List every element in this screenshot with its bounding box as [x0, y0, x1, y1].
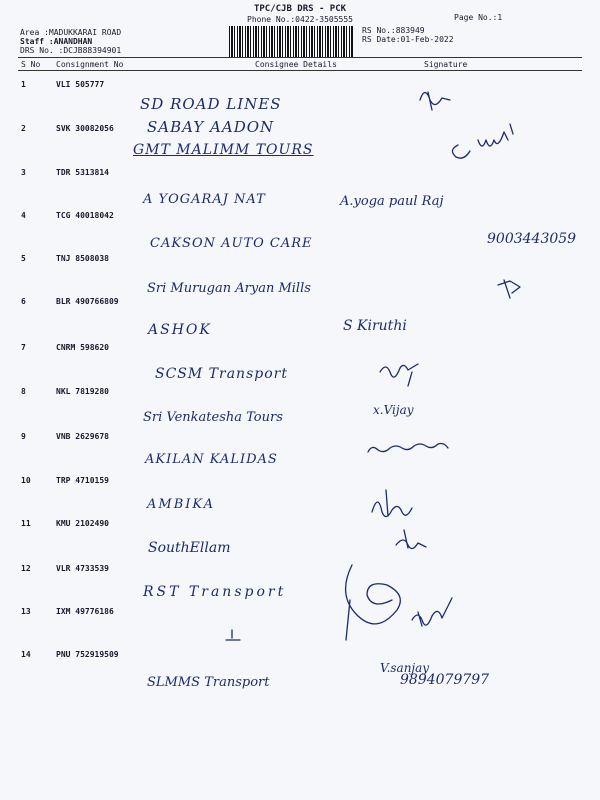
- col-sno: S No: [21, 60, 41, 69]
- handwriting-7: 9003443059: [487, 231, 577, 247]
- staff-label: Staff :ANANDHAN: [20, 37, 93, 46]
- row-sno: 8: [21, 387, 26, 396]
- row-consignment: NKL 7819280: [56, 387, 109, 396]
- row-sno: 5: [21, 254, 26, 263]
- row-consignment: VLR 4733539: [56, 564, 109, 573]
- col-consignment: Consignment No: [56, 60, 124, 69]
- row-sno: 12: [21, 564, 31, 573]
- row-consignment: TCG 40018042: [56, 211, 114, 220]
- area-label: Area :MADUKKARAI ROAD: [20, 28, 122, 37]
- handwriting-5: A.yoga paul Raj: [340, 194, 444, 209]
- row-consignment: VNB 2629678: [56, 432, 109, 441]
- row-consignment: BLR 490766809: [56, 297, 119, 306]
- row-consignment: IXM 49776186: [56, 607, 114, 616]
- row-consignment: SVK 30082056: [56, 124, 114, 133]
- rs-number: RS No.:883949: [362, 26, 425, 35]
- handwriting-15: AMBIKA: [147, 497, 215, 512]
- row-consignment: CNRM 598620: [56, 343, 109, 352]
- signature-10: [372, 490, 412, 517]
- signature-11: [396, 530, 426, 549]
- signature-12: [346, 565, 401, 640]
- row-consignment: TRP 4710159: [56, 476, 109, 485]
- signature-9: [368, 444, 448, 453]
- handwriting-11: SCSM Transport: [155, 366, 288, 382]
- handwriting-9: ASHOK: [148, 322, 212, 338]
- row-sno: 14: [21, 650, 31, 659]
- signature-2: [452, 124, 513, 158]
- signature-6: [498, 280, 520, 298]
- row-sno: 6: [21, 297, 26, 306]
- signature-14: [226, 630, 240, 640]
- drs-number: DRS No. :DCJB88394901: [20, 46, 122, 55]
- row-sno: 3: [21, 168, 26, 177]
- handwriting-13: x.Vijay: [373, 403, 414, 417]
- handwriting-8: Sri Murugan Aryan Mills: [147, 281, 311, 296]
- handwriting-12: Sri Venkatesha Tours: [143, 410, 283, 425]
- handwriting-14: AKILAN KALIDAS: [145, 452, 278, 467]
- row-sno: 11: [21, 519, 31, 528]
- row-sno: 2: [21, 124, 26, 133]
- handwriting-17: RST Transport: [143, 584, 287, 600]
- row-sno: 4: [21, 211, 26, 220]
- handwriting-16: SouthEllam: [148, 540, 231, 556]
- handwriting-10: S Kiruthi: [343, 318, 407, 334]
- row-sno: 1: [21, 80, 26, 89]
- signature-1: [420, 92, 450, 110]
- row-sno: 7: [21, 343, 26, 352]
- col-consignee: Consignee Details: [255, 60, 337, 69]
- handwriting-19: 9894079797: [400, 672, 490, 688]
- handwriting-4: A YOGARAJ NAT: [143, 192, 266, 207]
- row-sno: 9: [21, 432, 26, 441]
- handwriting-6: CAKSON AUTO CARE: [150, 236, 313, 251]
- handwriting-1: SD ROAD LINES: [140, 95, 282, 113]
- rs-date: RS Date:01-Feb-2022: [362, 35, 454, 44]
- handwriting-20: SLMMS Transport: [147, 675, 270, 690]
- row-sno: 13: [21, 607, 31, 616]
- handwriting-2: SABAY AADON: [147, 118, 275, 136]
- col-signature: Signature: [424, 60, 468, 69]
- phone-number: Phone No.:0422-3505555: [247, 15, 353, 24]
- row-consignment: TDR 5313814: [56, 168, 109, 177]
- document-title: TPC/CJB DRS - PCK: [253, 4, 347, 14]
- row-sno: 10: [21, 476, 31, 485]
- handwriting-18: V.sanjay: [380, 661, 430, 675]
- row-consignment: VLI 505777: [56, 80, 105, 89]
- row-consignment: PNU 752919509: [56, 650, 119, 659]
- page-number: Page No.:1: [454, 13, 503, 22]
- handwriting-3: GMT MALIMM TOURS: [133, 142, 314, 158]
- signature-13: [412, 598, 452, 626]
- row-consignment: TNJ 8508038: [56, 254, 109, 263]
- row-consignment: KMU 2102490: [56, 519, 109, 528]
- signature-7: [380, 364, 418, 386]
